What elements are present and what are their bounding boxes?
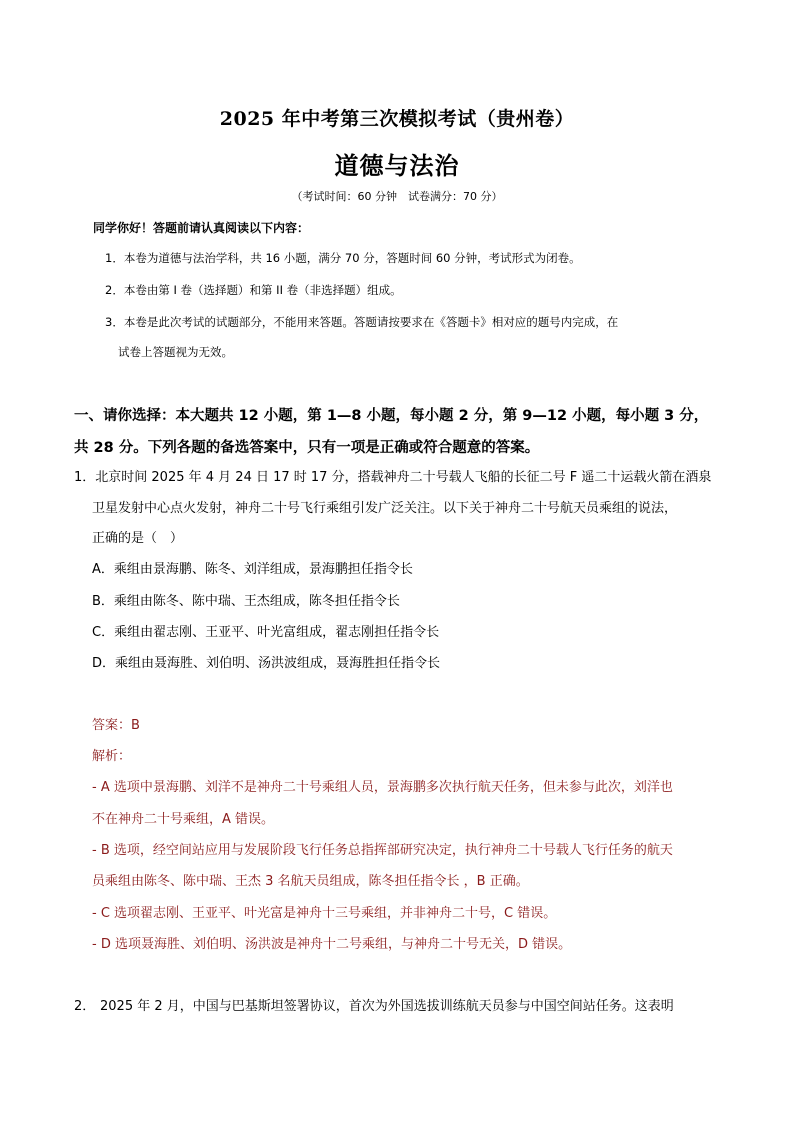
question2-stem-line1: 2025 年 2 月，中国与巴基斯坦签署协议，首次为外国选拔训练航天员参与中国空间站任务。这表明: [100, 999, 674, 1014]
notice-item-3-cont: 试卷上答题视为无效。: [118, 345, 233, 359]
notice-item-3: 3．本卷是此次考试的试题部分，不能用来答题。答题请按要求在《答题卡》相对应的题号内完成，在: [105, 315, 619, 329]
question1-line3: 正确的是（ ）: [92, 531, 184, 546]
option-c: C．乘组由翟志刚、王亚平、叶光富组成，翟志刚担任指令长: [92, 625, 440, 640]
question1-line2: 卫星发射中心点火发射，神舟二十号飞行乘组引发广泛关注。以下关于神舟二十号航天员乘组的说法，: [92, 501, 678, 516]
notice-item-2: 2．本卷由第 I 卷（选择题）和第 II 卷（非选择题）组成。: [105, 283, 402, 297]
analysis-line-1: - A 选项中景海鹏、刘洋不是神舟二十号乘组人员，景海鹏多次执行航天任务，但未参与此次，刘洋也: [92, 780, 673, 795]
option-b: B．乘组由陈冬、陈中瑞、王杰组成，陈冬担任指令长: [92, 594, 400, 609]
subject-title: 道德与法治: [334, 151, 460, 180]
question1-number: 1．: [74, 470, 96, 485]
question1-line1: [74, 462, 716, 493]
section-heading-line1: 一、请你选择：本大题共 12 小题，第 1—8 小题，每小题 2 分，第 9—12 小题，每小题 3 分，: [74, 408, 709, 424]
question2-line1: [74, 991, 734, 1022]
question2-number: 2．: [74, 999, 96, 1014]
notice-item-1: 1．本卷为道德与法治学科，共 16 小题，满分 70 分，答题时间 60 分钟，考试形式为闭卷。: [105, 251, 581, 265]
analysis-line-4: 员乘组由陈冬、陈中瑞、王杰 3 名航天员组成，陈冬担任指令长 ，B 正确。: [92, 874, 529, 889]
question1-stem-line1: 北京时间 2025 年 4 月 24 日 17 时 17 分，搭载神舟二十号载人飞船的长征二号 F 遥二十运载火箭在酒泉: [95, 470, 712, 485]
exam-title: 2025 年中考第三次模拟考试（贵州卷）: [219, 108, 575, 130]
section-heading-line2: 共 28 分。下列各题的备选答案中，只有一项是正确或符合题意的答案。: [74, 440, 540, 456]
option-a: A．乘组由景海鹏、陈冬、刘洋组成，景海鹏担任指令长: [92, 562, 413, 577]
option-d: D．乘组由聂海胜、刘伯明、汤洪波组成，聂海胜担任指令长: [92, 656, 441, 671]
analysis-line-5: - C 选项翟志刚、王亚平、叶光富是神舟十三号乘组，并非神舟二十号，C 错误。: [92, 906, 557, 921]
analysis-line-2: 不在神舟二十号乘组，A 错误。: [92, 812, 275, 827]
exam-info: （考试时间：60 分钟 试卷满分：70 分）: [291, 190, 503, 203]
notice-heading: 同学你好！答题前请认真阅读以下内容：: [93, 221, 310, 235]
analysis-line-3: - B 选项，经空间站应用与发展阶段飞行任务总指挥部研究决定，执行神舟二十号载人飞行任务的航天: [92, 843, 673, 858]
analysis-line-6: - D 选项聂海胜、刘伯明、汤洪波是神舟十二号乘组，与神舟二十号无关，D 错误。: [92, 937, 572, 952]
answer-label: 答案：B: [92, 718, 140, 733]
section-heading: [74, 400, 734, 464]
analysis-label: 解析：: [92, 749, 132, 764]
